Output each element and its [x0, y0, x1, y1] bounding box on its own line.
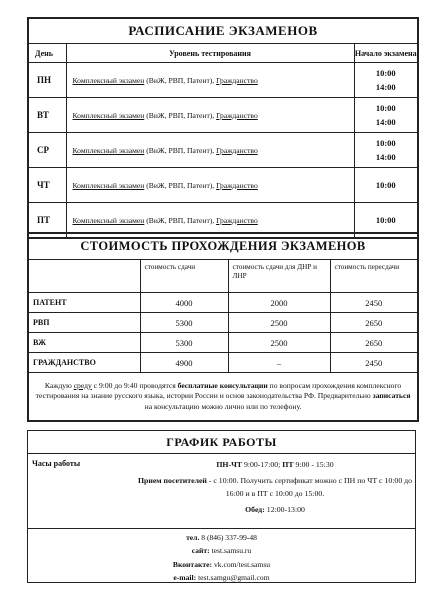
price-dnr-cell: 2000	[228, 293, 330, 313]
complex-exam-link[interactable]: Комплексный экзамен	[72, 145, 145, 155]
schedule-title: РАСПИСАНИЕ ЭКЗАМЕНОВ	[28, 18, 418, 44]
start-time-cell	[354, 133, 418, 168]
col-doc-header	[28, 260, 140, 293]
phone-line	[28, 531, 415, 544]
site-label: сайт:	[191, 546, 210, 556]
exam-schedule-table	[27, 17, 419, 239]
site-link[interactable]: test.samsu.ru	[209, 546, 252, 556]
complex-exam-link[interactable]: Комплексный экзамен	[72, 110, 145, 120]
price-dnr-cell: 2500	[228, 313, 330, 333]
level-details: (ВиЖ, РВП, Патент),	[144, 110, 217, 120]
start-time: 14:00	[375, 117, 396, 127]
price-cell: 4900	[140, 353, 228, 373]
exam-cost-table	[27, 232, 419, 422]
col-retake-header: стоимость пересдачи	[330, 260, 418, 293]
start-time-cell	[354, 168, 418, 203]
friday-label: ПТ	[282, 460, 294, 469]
day-cell: СР	[28, 133, 66, 168]
weekdays-hours: 9:00-17:00;	[242, 460, 283, 469]
col-start-header: Начало экзамена	[354, 44, 418, 63]
doc-cell: ГРАЖДАНСТВО	[28, 353, 140, 373]
day-cell: ПН	[28, 63, 66, 98]
complex-exam-link[interactable]: Комплексный экзамен	[72, 215, 145, 225]
retake-cell: 2650	[330, 313, 418, 333]
doc-cell: ПАТЕНТ	[28, 293, 140, 313]
price-dnr-cell: –	[228, 353, 330, 373]
level-details: (ВиЖ, РВП, Патент),	[144, 145, 217, 155]
note-text: по вопросам прохождения комплексного тестирования на знание русского языка, истории России и основ законодательства РФ. Предварительно	[35, 380, 402, 401]
note-text: Каждую	[44, 380, 74, 390]
citizenship-link[interactable]: Гражданство	[216, 75, 258, 85]
retake-cell: 2650	[330, 333, 418, 353]
level-cell	[66, 63, 354, 98]
start-time: 10:00	[375, 215, 396, 225]
complex-exam-link[interactable]: Комплексный экзамен	[72, 75, 145, 85]
level-details: (ВиЖ, РВП, Патент),	[144, 215, 217, 225]
col-day-header: День	[28, 44, 66, 63]
level-cell	[66, 133, 354, 168]
level-details: (ВиЖ, РВП, Патент),	[144, 180, 217, 190]
note-text: с 9:00 до 9:40 проводятся	[91, 380, 178, 390]
complex-exam-link[interactable]: Комплексный экзамен	[72, 180, 145, 190]
citizenship-link[interactable]: Гражданство	[216, 145, 258, 155]
citizenship-link[interactable]: Гражданство	[216, 180, 258, 190]
price-cell: 5300	[140, 313, 228, 333]
level-cell	[66, 168, 354, 203]
vk-line	[28, 558, 415, 571]
weekdays-label: ПН-ЧТ	[216, 460, 242, 469]
schedule-row	[28, 98, 418, 133]
level-details: (ВиЖ, РВП, Патент),	[144, 75, 217, 85]
wednesday-link[interactable]: среду	[73, 380, 92, 390]
col-price-header: стоимость сдачи	[140, 260, 228, 293]
email-label: e-mail:	[173, 572, 197, 582]
day-cell: ПТ	[28, 203, 66, 239]
vk-label: Вконтакте:	[172, 559, 213, 569]
citizenship-link[interactable]: Гражданство	[216, 110, 258, 120]
doc-cell: ВЖ	[28, 333, 140, 353]
hours-line	[136, 458, 414, 471]
cost-title: СТОИМОСТЬ ПРОХОЖДЕНИЯ ЭКЗАМЕНОВ	[28, 233, 418, 260]
cost-row	[28, 333, 418, 353]
schedule-row	[28, 168, 418, 203]
price-dnr-cell: 2500	[228, 333, 330, 353]
retake-cell: 2450	[330, 353, 418, 373]
citizenship-link[interactable]: Гражданство	[216, 215, 258, 225]
cost-row	[28, 293, 418, 313]
lunch-line	[136, 503, 414, 516]
lunch-label: Обед:	[245, 505, 265, 514]
schedule-row	[28, 133, 418, 168]
schedule-row	[28, 63, 418, 98]
day-cell: ВТ	[28, 98, 66, 133]
work-hours-section	[28, 454, 415, 529]
work-schedule-title: ГРАФИК РАБОТЫ	[28, 431, 415, 454]
start-time: 10:00	[375, 180, 396, 190]
start-time: 14:00	[375, 82, 396, 92]
work-hours-details	[136, 458, 414, 516]
start-time: 14:00	[375, 152, 396, 162]
cost-row	[28, 313, 418, 333]
day-cell: ЧТ	[28, 168, 66, 203]
price-cell: 4000	[140, 293, 228, 313]
vk-link[interactable]: vk.com/test.samsu	[212, 559, 271, 569]
phone-number[interactable]: 8 (846) 337-99-48	[199, 533, 257, 542]
doc-cell: РВП	[28, 313, 140, 333]
note-text: на консультацию можно лично или по телефону.	[144, 401, 302, 411]
lunch-hours: 12:00-13:00	[264, 505, 305, 514]
level-cell	[66, 98, 354, 133]
price-cell: 5300	[140, 333, 228, 353]
consultation-note	[28, 373, 418, 422]
start-time: 10:00	[375, 138, 396, 148]
contacts-section	[28, 529, 415, 584]
reception-label: Прием посетителей	[137, 476, 207, 485]
signup-text: записаться	[372, 391, 411, 401]
start-time-cell	[354, 63, 418, 98]
retake-cell: 2450	[330, 293, 418, 313]
reception-text: - с 10:00. Получить сертификат можно с ПН по ЧТ с 10:00 до 16:00 и в ПТ с 10:00 до 15:00.	[206, 476, 413, 498]
email-line	[28, 571, 415, 584]
reception-line	[136, 474, 414, 500]
email-link[interactable]: test.samgu@gmail.com	[196, 572, 270, 582]
work-schedule-box	[27, 430, 416, 583]
cost-row	[28, 353, 418, 373]
friday-hours: 9:00 - 15:30	[293, 460, 334, 469]
start-time: 10:00	[375, 68, 396, 78]
start-time: 10:00	[375, 103, 396, 113]
col-level-header: Уровень тестирования	[66, 44, 354, 63]
work-hours-label: Часы работы	[32, 459, 81, 468]
phone-label: тел.	[186, 533, 200, 542]
start-time-cell	[354, 98, 418, 133]
site-line	[28, 544, 415, 557]
free-consultations-text: бесплатные консультации	[177, 380, 268, 390]
col-price-dnr-header: стоимость сдачи для ДНР и ЛНР	[228, 260, 330, 293]
